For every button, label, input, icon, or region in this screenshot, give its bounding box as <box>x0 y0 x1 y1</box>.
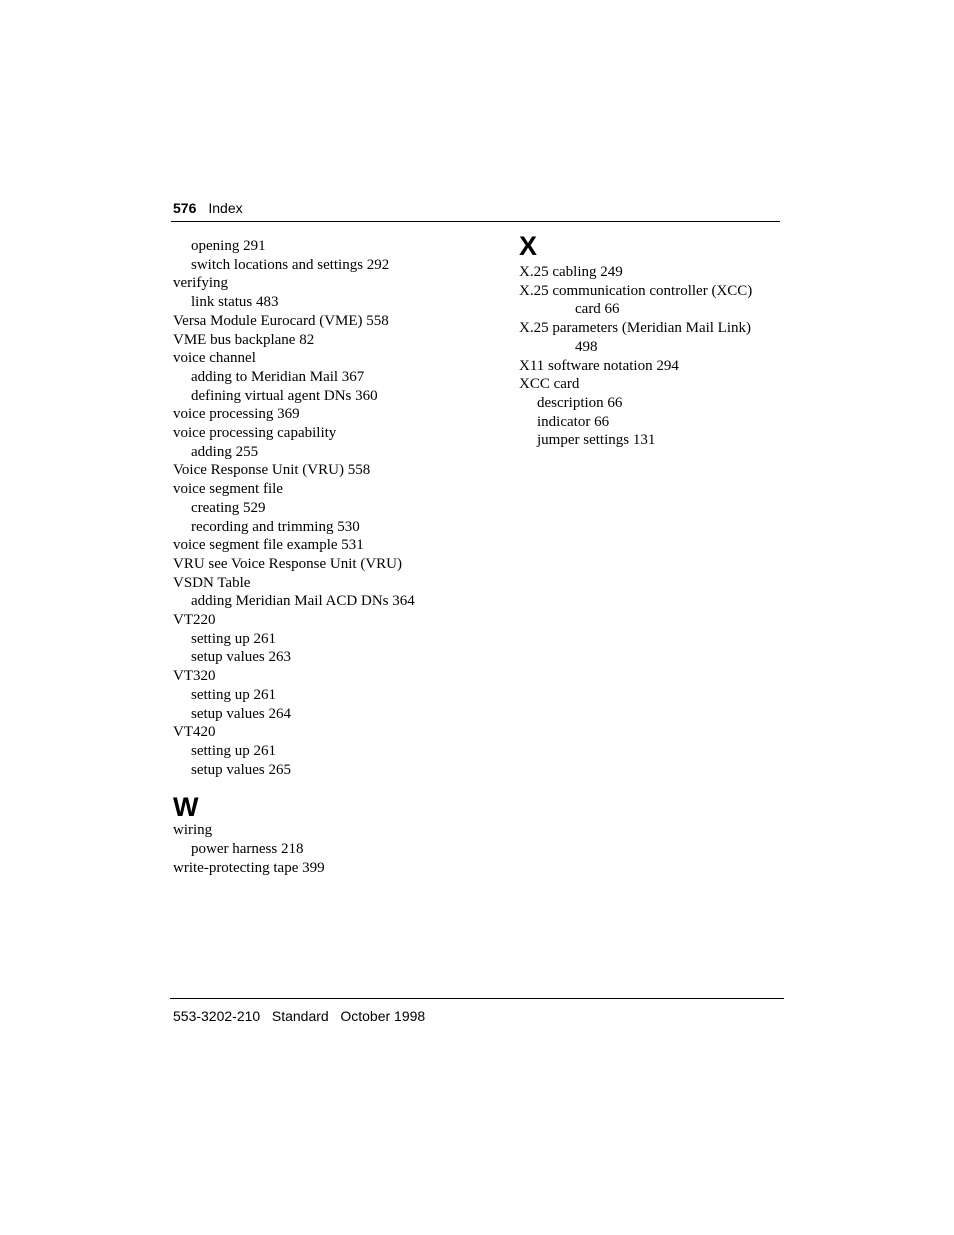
index-entry: XCC card <box>519 376 580 393</box>
index-subentry: setup values 263 <box>191 649 291 666</box>
index-entries-x <box>519 263 789 450</box>
index-subentry: jumper settings 131 <box>537 432 656 449</box>
index-entry: Versa Module Eurocard (VME) 558 <box>173 312 389 329</box>
index-subentry: recording and trimming 530 <box>191 518 360 535</box>
index-entries-w <box>173 821 503 877</box>
index-entry: X.25 cabling 249 <box>519 264 623 280</box>
index-entry: VT320 <box>173 668 216 685</box>
index-subentry: opening 291 <box>191 238 266 254</box>
index-entry-continuation: 498 <box>575 338 598 355</box>
index-subentry: adding Meridian Mail ACD DNs 364 <box>191 593 415 610</box>
index-entry: VME bus backplane 82 <box>173 331 315 348</box>
index-entry: VRU see Voice Response Unit (VRU) <box>173 555 403 572</box>
index-entry: voice processing 369 <box>173 406 300 423</box>
index-subentry: power harness 218 <box>191 841 304 858</box>
index-entry: VSDN Table <box>173 574 251 591</box>
index-subentry: adding 255 <box>191 443 259 460</box>
index-subentry: setup values 265 <box>191 761 291 778</box>
header-rule <box>171 221 780 222</box>
index-entry: X.25 parameters (Meridian Mail Link) <box>519 320 752 337</box>
index-entry: verifying <box>173 275 228 292</box>
index-column-left <box>173 237 503 878</box>
index-entry: VT420 <box>173 724 216 741</box>
index-entries-v <box>173 237 503 779</box>
page-number: 576 <box>173 200 197 216</box>
index-column-right <box>519 232 789 450</box>
index-subentry: link status 483 <box>191 294 279 311</box>
index-entry: Voice Response Unit (VRU) 558 <box>173 462 371 479</box>
header-title: Index <box>208 200 243 216</box>
index-entry: X.25 communication controller (XCC) <box>519 282 753 299</box>
index-subentry: setting up 261 <box>191 742 276 759</box>
section-letter-x: X <box>519 231 538 261</box>
index-entry: X11 software notation 294 <box>519 357 679 374</box>
footer-rule <box>170 998 784 999</box>
index-entry: write-protecting tape 399 <box>173 859 325 876</box>
index-entry: voice channel <box>173 350 256 367</box>
section-letter-w: W <box>173 792 199 823</box>
index-subentry: indicator 66 <box>537 413 610 430</box>
index-entry: voice segment file <box>173 481 283 498</box>
index-entry: wiring <box>173 822 213 839</box>
index-subentry: setup values 264 <box>191 705 291 722</box>
index-entry: VT220 <box>173 612 216 629</box>
index-subentry: defining virtual agent DNs 360 <box>191 387 378 404</box>
page-header <box>173 199 243 217</box>
index-subentry: description 66 <box>537 394 623 411</box>
index-entry: voice segment file example 531 <box>173 537 364 554</box>
page-footer: 553-3202-210 Standard October 1998 <box>173 1008 426 1024</box>
index-subentry: creating 529 <box>191 499 266 516</box>
index-subentry: adding to Meridian Mail 367 <box>191 368 365 385</box>
index-subentry: setting up 261 <box>191 630 276 647</box>
index-subentry: switch locations and settings 292 <box>191 256 390 273</box>
index-entry-continuation: card 66 <box>575 301 620 318</box>
index-entry: voice processing capability <box>173 425 337 442</box>
index-subentry: setting up 261 <box>191 686 276 703</box>
